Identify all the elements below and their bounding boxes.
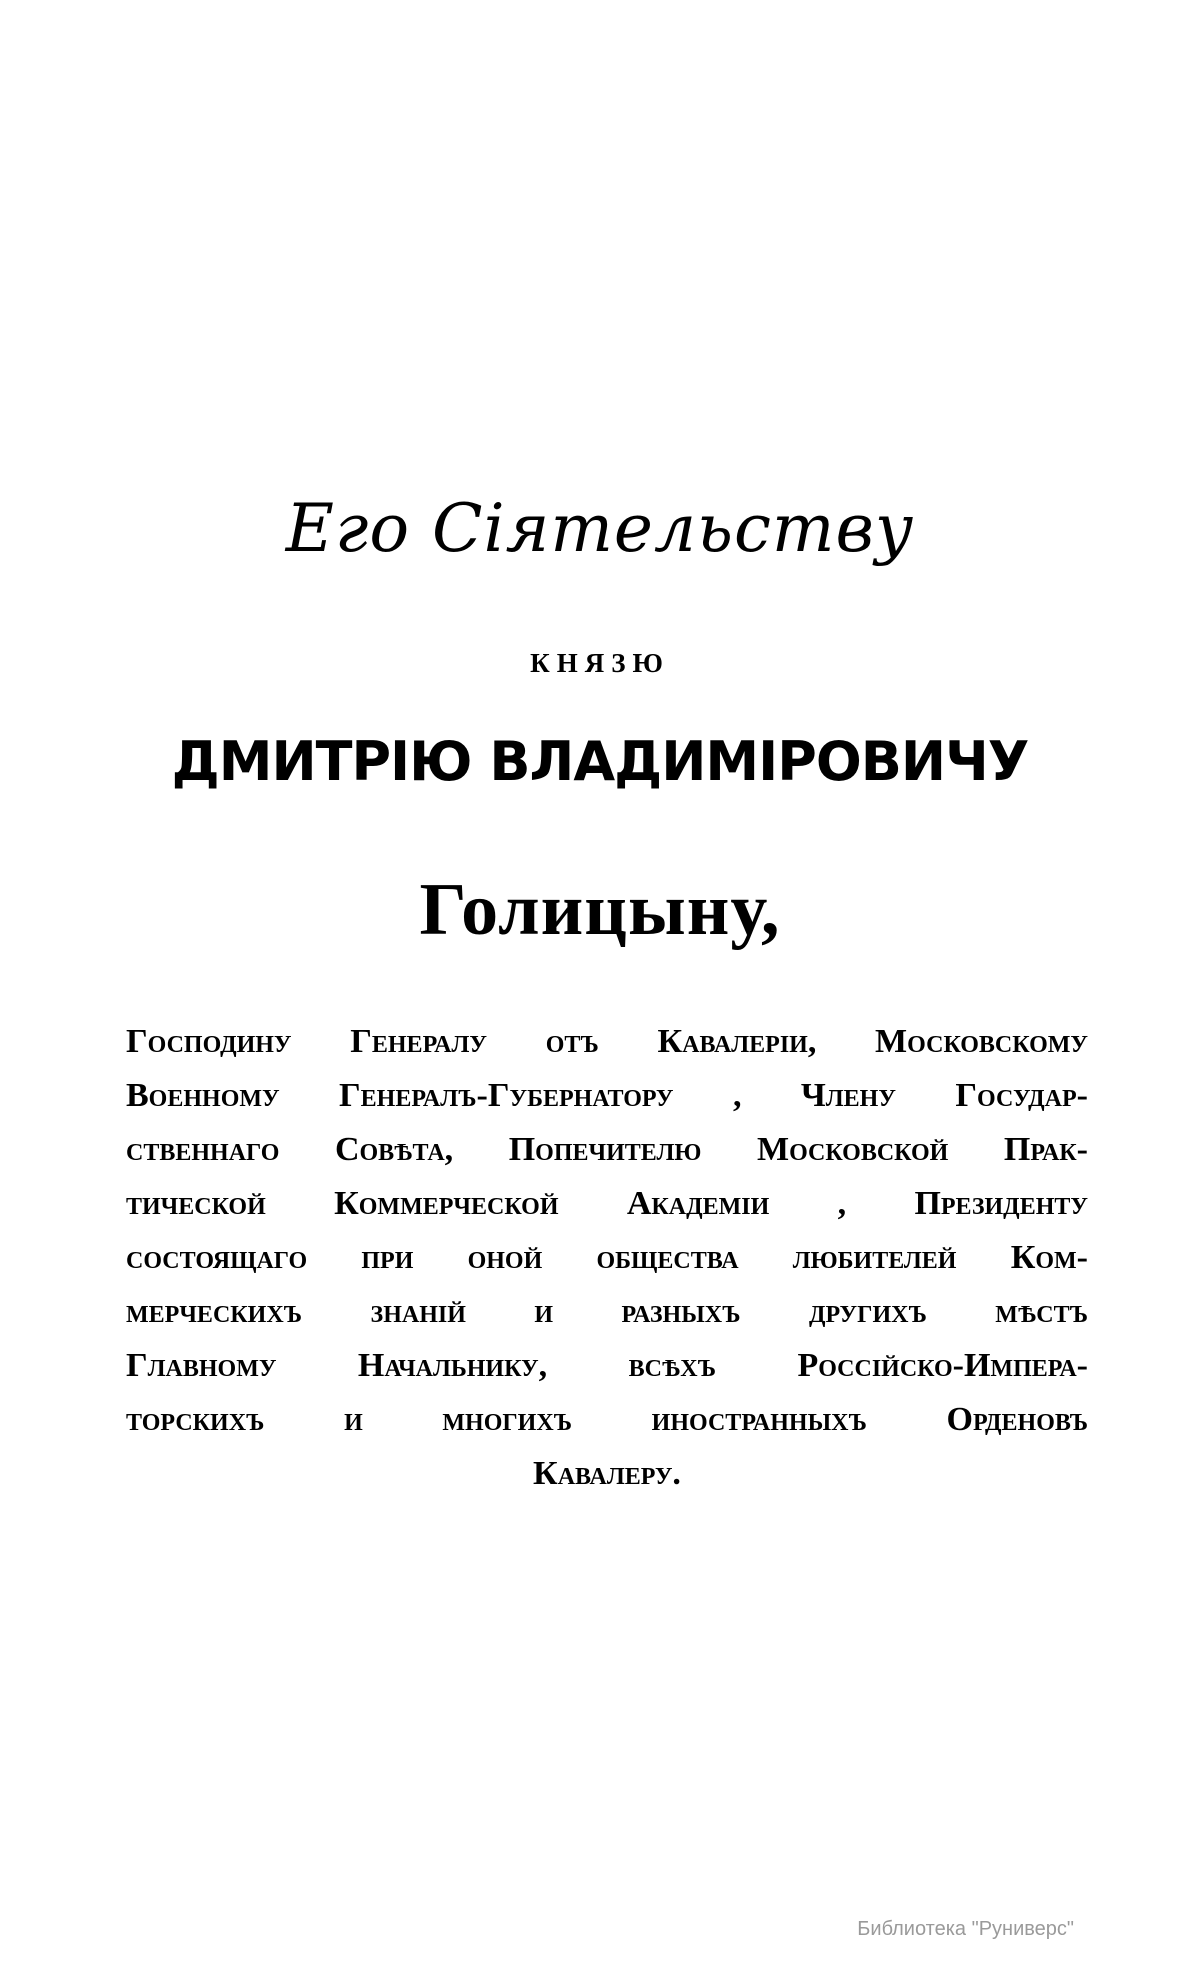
titles-line-2: Военному Генералъ-Губернатору , Члену Государ- [126,1077,1088,1114]
dedication-salutation: Его Сіятельству [285,490,915,567]
dedication-prince-title: князю [530,639,670,681]
titles-line-6: мерческихъ знаній и разныхъ другихъ мѣстъ [126,1293,1088,1330]
titles-line-3: ственнаго Совѣта, Попечителю Московской Прак- [126,1131,1088,1168]
titles-line-5: состоящаго при оной общества любителей Ком- [126,1239,1088,1276]
dedication-surname: Голицыну, [419,869,781,951]
dedication-titles-paragraph [126,1015,1088,1501]
titles-line-7: Главному Начальнику, всѣхъ Россійско-Импера- [126,1347,1088,1384]
titles-line-8: торскихъ и многихъ иностранныхъ Орденовъ [126,1401,1088,1438]
titles-line-4: тической Коммерческой Академіи , Президенту [126,1185,1088,1222]
titles-line-1: Господину Генералу отъ Кавалеріи, Московскому [126,1023,1088,1060]
titles-line-9: Кавалеру. [533,1455,681,1492]
dedication-given-name: ДМИТРІЮ ВЛАДИМІРОВИЧУ [171,730,1029,793]
library-watermark: Библиотека "Руниверс" [857,1918,1074,1940]
